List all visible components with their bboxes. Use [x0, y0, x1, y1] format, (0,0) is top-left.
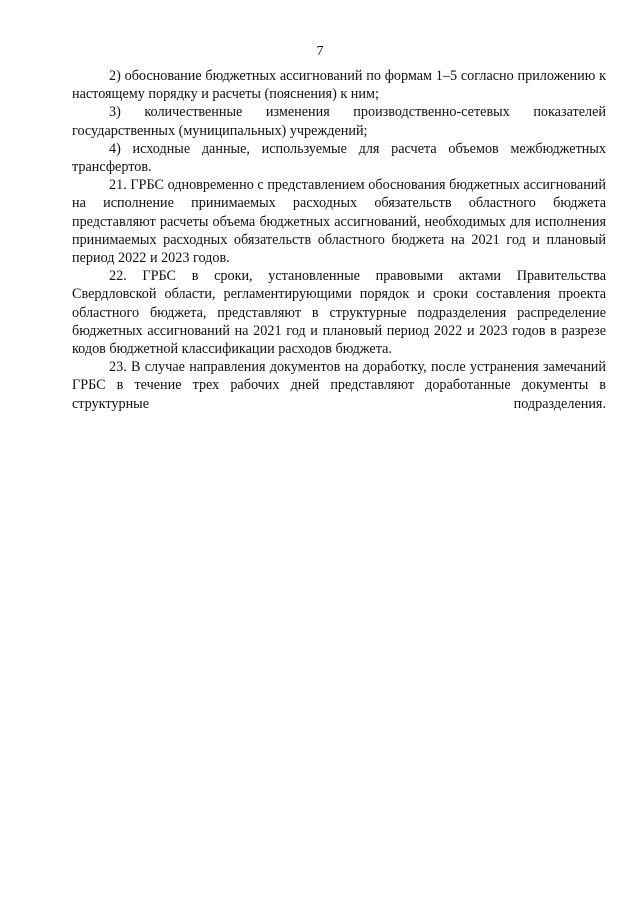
- list-item-3-network-indicators: 3) количественные изменения производственно-сетевых показателей государственных (муниципальных) учреждений;: [72, 104, 606, 139]
- clause-21: 21. ГРБС одновременно с представлением обоснования бюджетных ассигнований на исполнение принимаемых расходных обязательств областного бюджета представляют расчеты объема бюджетных ассигнований, необходимых для исполнения принимаемых расходных обязательств областного бюджета на 2021 год и плановый период 2022 и 2023 годов.: [72, 177, 606, 267]
- clause-22: 22. ГРБС в сроки, установленные правовыми актами Правительства Свердловской области, регламентирующими порядок и сроки составления проекта областного бюджета, представляют в структурные подразделения распределение бюджетных ассигнований на 2021 год и плановый период 2022 и 2023 годов в разрезе кодов бюджетной классификации расходов бюджета.: [72, 268, 606, 358]
- list-item-2-budget-justification: 2) обоснование бюджетных ассигнований по формам 1–5 согласно приложению к настоящему порядку и расчеты (пояснения) к ним;: [72, 68, 606, 103]
- document-body: [72, 67, 606, 413]
- clause-23: 23. В случае направления документов на доработку, после устранения замечаний ГРБС в течение трех рабочих дней представляют доработанные документы в структурные подразделения.: [72, 359, 606, 412]
- list-item-4-initial-data: 4) исходные данные, используемые для расчета объемов межбюджетных трансфертов.: [72, 140, 606, 176]
- page-number: 7: [316, 44, 324, 59]
